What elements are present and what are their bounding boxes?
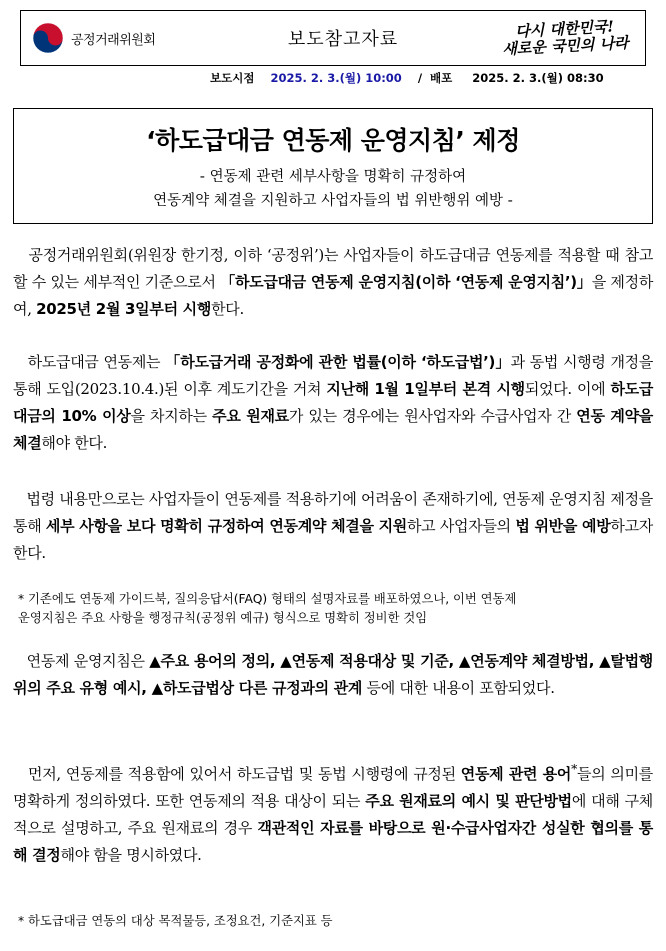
p4-bold-1: ▲주요 용어의 정의, ▲연동제 적용대상 및 기준, ▲연동계약 체결방법, ▲탈법행위의 주요 유형 예시, ▲하도급법상 다른 규정과의 관계 [13,652,653,697]
p1-bold-2: 2025년 2월 3일부터 시행 [36,300,212,318]
p5-text-4: 해야 함을 명시하였다. [60,846,202,864]
p2-text-2: 과 동법 시행령 개정을 통해 도입(2023.10.4.)된 이후 계도기간을 거쳐 [13,353,654,398]
slogan [484,17,646,59]
p3-text-2: 하고 사업자들의 [406,517,516,535]
footnote-1-line1: * 기존에도 연동제 가이드북, 질의응답서(FAQ) 형태의 설명자료를 배포하였으나, 이번 연동제 [18,592,517,606]
p2-text-1: 하도급대금 연동제는 [27,353,166,371]
p5-bold-1: 연동제 관련 용어 [460,765,572,783]
p3-bold-2: 법 위반을 예방 [515,517,611,535]
subtitle-line1: - 연동제 관련 세부사항을 명확히 규정하여 [199,169,467,185]
p3-bold-1: 세부 사항을 보다 명확히 규정하여 연동계약 체결을 지원 [45,517,407,535]
p2-text-5: 가 있는 경우에는 원사업자와 수급사업자 간 [288,407,577,425]
footnote-1 [18,590,658,628]
p4-text-1: 연동제 운영지침은 [26,652,150,670]
p2-text-6: 해야 한다. [41,434,108,452]
p1-text-1: 공정거래위원회(위원장 한기정, 이하 ‘공정위’)는 사업자들이 하도급대금 연동제를 적용할 때 참고할 수 있는 세부적인 기준으로서 [13,246,654,291]
p3-text-3: 하고자 한다. [13,517,653,562]
p1-bold-1: 「하도급대금 연동제 운영지침(이하 ‘연동제 운영지침’)」 [220,273,592,291]
subtitle-line2: 연동계약 체결을 지원하고 사업자들의 법 위반행위 예방 - [153,193,513,209]
distribution-date: 2025. 2. 3.(월) 08:30 [472,71,604,85]
paragraph-4 [13,648,653,702]
org-logo [21,21,221,55]
release-date: 2025. 2. 3.(월) 10:00 [270,71,402,85]
p2-bold-3: 하도급대금의 10% 이상 [13,380,654,425]
p5-text-1: 먼저, 연동제를 적용함에 있어서 하도급법 및 동법 시행령에 규정된 [28,765,461,783]
footnote-2 [18,912,658,931]
p1-text-3: 한다. [211,300,244,318]
p5-text-3: 에 대해 구체적으로 설명하고, 주요 원재료의 경우 [13,792,653,837]
p1-text-2: 을 제정하여, [13,273,654,318]
p2-text-4: 을 차지하는 [130,407,213,425]
p2-bold-4: 주요 원재료 [212,407,289,425]
p5-footnote-mark: * [571,761,578,776]
footnote-1-line2: 운영지침은 주요 사항을 행정규칙(공정위 예규) 형식으로 명확히 정비한 것임 [18,611,428,625]
distribution-label: 배포 [430,71,453,85]
header-box [20,10,646,66]
p5-text-2: 들의 의미를 명확하게 정의하였다. 또한 연동제의 적용 대상이 되는 [13,765,653,810]
paragraph-5 [13,755,653,869]
paragraph-2 [13,349,653,457]
release-label: 보도시점 [210,71,255,85]
page-title: ‘하도급대금 연동제 운영지침’ 제정 [146,126,520,155]
release-info [210,70,650,86]
p5-bold-2: 주요 원재료의 예시 및 판단방법 [365,792,572,810]
title-box [13,108,653,224]
release-separator: / [417,71,423,85]
slogan-line2: 새로운 국민의 나라 [501,33,629,59]
p2-bold-5: 연동 계약을 체결 [13,407,653,452]
taegeuk-logo-icon [31,21,65,55]
p2-bold-1: 「하도급거래 공정화에 관한 법률(이하 ‘하도급법’)」 [165,353,511,371]
p2-text-3: 되었다. 이에 [524,380,611,398]
doc-type-label: 보도참고자료 [287,29,399,50]
org-name: 공정거래위원회 [71,32,156,48]
p2-bold-2: 지난해 1월 1일부터 본격 시행 [326,380,525,398]
p4-text-2: 등에 대한 내용이 포함되었다. [362,679,555,697]
paragraph-1 [13,242,653,323]
p3-text-1: 법령 내용만으로는 사업자들이 연동제를 적용하기에 어려움이 존재하기에, 연동제 운영지침 제정을 통해 [13,490,653,535]
slogan-line1: 다시 대한민국! [514,17,615,41]
paragraph-3 [13,486,653,567]
footnote-2-line1: * 하도급대금 연동의 대상 목적물등, 조정요건, 기준지표 등 [18,914,333,928]
p5-bold-3: 객관적인 자료를 바탕으로 원·수급사업자간 성실한 협의를 통해 결정 [13,819,653,864]
